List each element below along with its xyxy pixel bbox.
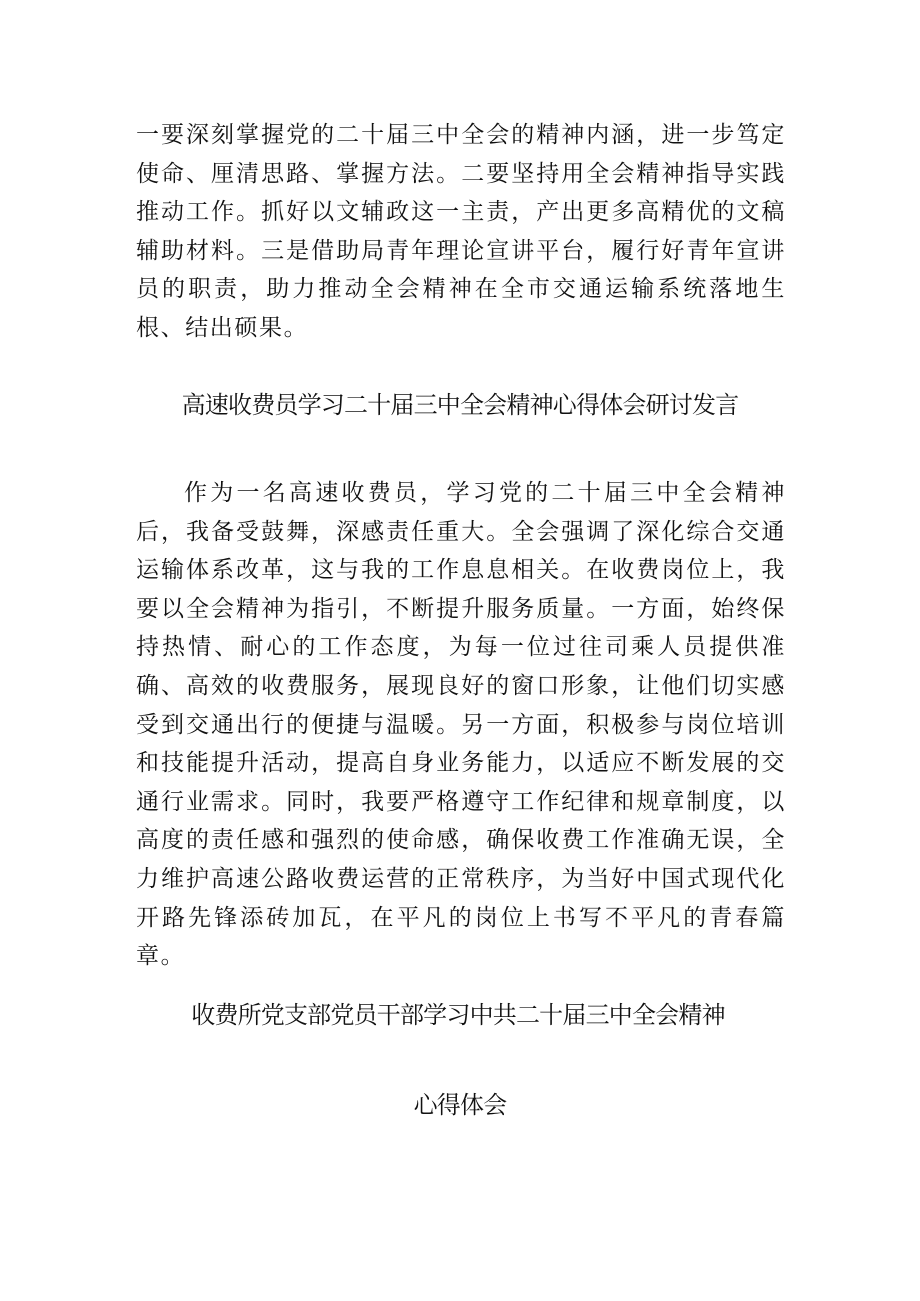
- body-paragraph: 一要深刻掌握党的二十届三中全会的精神内涵，进一步笃定使命、厘清思路、掌握方法。二要坚持用全会精神指导实践推动工作。抓好以文辅政这一主责，产出更多高精优的文稿辅助材料。三是借助局青年理论宣讲平台，履行好青年宣讲员的职责，助力推动全会精神在全市交通运输系统落地生根、结出硕果。: [136, 122, 786, 341]
- section-heading: 高速收费员学习二十届三中全会精神心得体会研讨发言: [181, 391, 739, 419]
- section-heading-line-1: 收费所党支部党员干部学习中共二十届三中全会精神: [191, 1001, 725, 1029]
- body-paragraph: 作为一名高速收费员，学习党的二十届三中全会精神后，我备受鼓舞，深感责任重大。全会强调了深化综合交通运输体系改革，这与我的工作息息相关。在收费岗位上，我要以全会精神为指引，不断提升服务质量。一方面，始终保持热情、耐心的工作态度，为每一位过往司乘人员提供准确、高效的收费服务，展现良好的窗口形象，让他们切实感受到交通出行的便捷与温暖。另一方面，积极参与岗位培训和技能提升活动，提高自身业务能力，以适应不断发展的交通行业需求。同时，我要严格遵守工作纪律和规章制度，以高度的责任感和强烈的使命感，确保收费工作准确无误，全力维护高速公路收费运营的正常秩序，为当好中国式现代化开路先锋添砖加瓦，在平凡的岗位上书写不平凡的青春篇章。: [136, 480, 786, 970]
- section-heading-line-2: 心得体会: [413, 1091, 507, 1119]
